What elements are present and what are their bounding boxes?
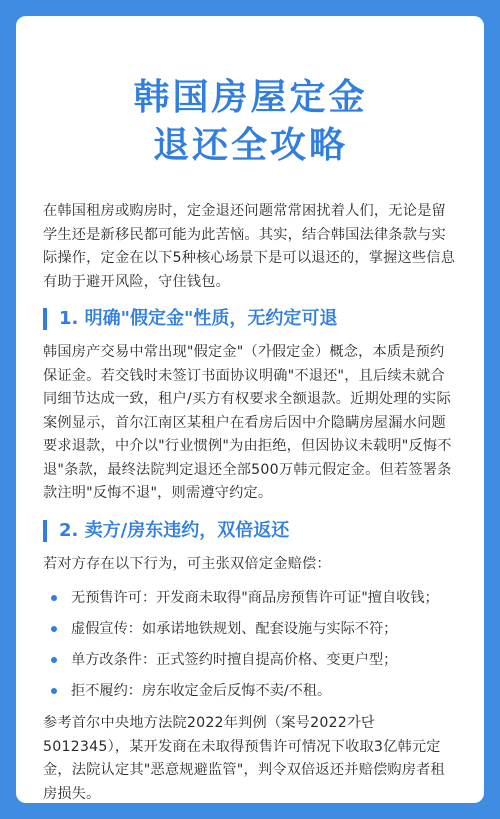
list-item [43, 588, 458, 608]
page-title [43, 74, 458, 170]
list-item-text: 拒不履约：房东收定金后反悔不卖/不租。 [71, 683, 332, 699]
list-item-text: 虚假宣传：如承诺地铁规划、配套设施与实际不符； [71, 621, 398, 637]
section-1-heading [43, 307, 458, 331]
section-1-body: 韩国房产交易中常出现"假定金"（가假定金）概念，本质是预约保证金。若交钱时未签订书面协议明确"不退还"，且后续未就合同细节达成一致，租户/买方有权要求全额退款。近期处理的实际案例显示，首尔江南区某租户在看房后因中介隐瞒房屋漏水问题要求退款，中介以"行业惯例"为由拒绝，但因协议未载明"反悔不退"条款，最终法院判定退还全部500万韩元假定金。但若签署条款注明"反悔不退"，则需遵守约定。 [43, 344, 452, 501]
section-2-intro: 若对方存在以下行为，可主张双倍定金赔偿： [43, 555, 331, 572]
bullet-dot-icon [51, 688, 57, 694]
bullet-dot-icon [51, 595, 57, 601]
article-card [16, 16, 484, 803]
heading-accent-bar [43, 308, 47, 330]
list-item [43, 619, 458, 639]
list-item-text: 单方改条件：正式签约时擅自提高价格、变更户型； [71, 652, 398, 668]
list-item [43, 650, 458, 670]
heading-accent-bar [43, 520, 47, 542]
breach-list [43, 588, 458, 701]
list-item-text: 无预售许可：开发商未取得"商品房预售许可证"擅自收钱； [71, 590, 439, 606]
title-line-2: 退还全攻略 [152, 125, 348, 166]
title-line-1: 韩国房屋定金 [133, 77, 368, 118]
court-case-paragraph: 参考首尔中央地方法院2022年判例（案号2022가단5012345），某开发商在未取得预售许可情况下收取3亿韩元定金，法院认定其"恶意规避监管"，判令双倍返还并赔偿购房者租房损失。 [43, 715, 445, 802]
list-item [43, 681, 458, 701]
bullet-dot-icon [51, 626, 57, 632]
section-2-title: 2. 卖方/房东违约，双倍返还 [59, 519, 290, 541]
section-1-title: 1. 明确"假定金"性质，无约定可退 [59, 308, 338, 329]
bullet-dot-icon [51, 657, 57, 663]
section-2-heading [43, 519, 458, 543]
intro-paragraph: 在韩国租房或购房时，定金退还问题常常困扰着人们，无论是留学生还是新移民都可能为此苦恼。其实，结合韩国法律条款与实际操作，定金在以下5种核心场景下是可以退还的，掌握这些信息有助于避开风险，守住钱包。 [43, 203, 456, 290]
